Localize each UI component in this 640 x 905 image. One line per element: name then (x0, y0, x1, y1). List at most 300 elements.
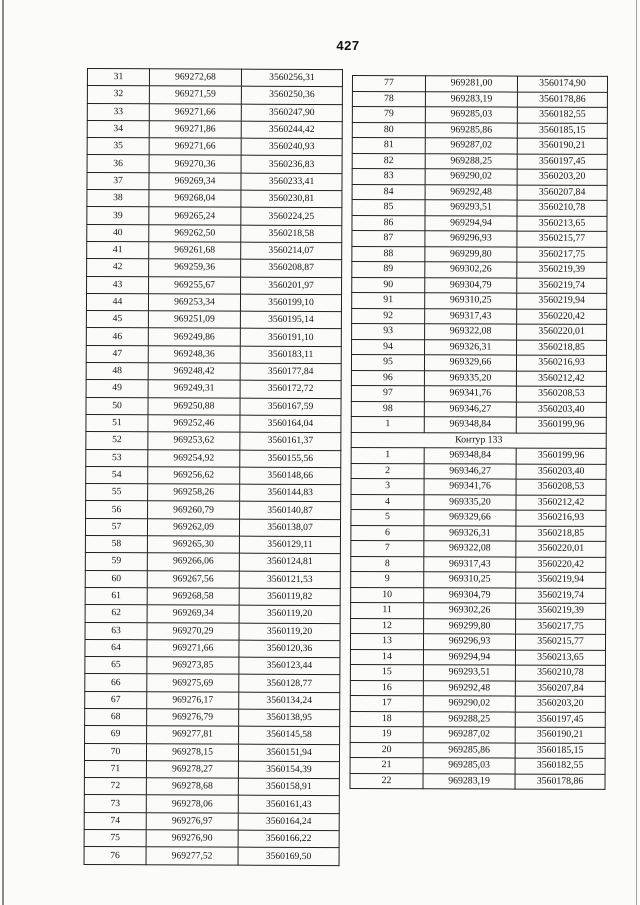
table-row (87, 120, 342, 138)
table-row (87, 276, 342, 294)
table-row (351, 494, 606, 510)
y-coordinate-cell: 3560154,39 (238, 761, 339, 779)
table-row (86, 328, 341, 346)
point-number-cell: 67 (85, 691, 147, 709)
y-coordinate-cell: 3560119,82 (239, 588, 340, 606)
table-row (85, 605, 340, 623)
point-number-cell: 31 (87, 69, 149, 87)
y-coordinate-cell: 3560166,22 (238, 830, 339, 848)
y-coordinate-cell: 3560230,81 (241, 190, 342, 208)
table-row (352, 324, 607, 340)
x-coordinate-cell: 969290,02 (425, 169, 517, 185)
point-number-cell: 45 (86, 311, 148, 329)
table-row (84, 847, 339, 865)
point-number-cell: 10 (351, 587, 424, 603)
point-number-cell: 66 (85, 674, 147, 692)
x-coordinate-cell: 969265,30 (147, 536, 239, 554)
table-row (351, 618, 606, 634)
y-coordinate-cell: 3560197,45 (517, 154, 607, 170)
x-coordinate-cell: 969329,66 (424, 510, 516, 526)
x-coordinate-cell: 969277,52 (146, 847, 238, 865)
point-number-cell: 32 (87, 86, 149, 104)
y-coordinate-cell: 3560220,42 (516, 557, 606, 573)
y-coordinate-cell: 3560161,37 (240, 432, 341, 450)
y-coordinate-cell: 3560138,07 (239, 519, 340, 537)
table-row (352, 91, 607, 107)
coordinates-table-left (84, 68, 343, 866)
table-row (86, 293, 341, 311)
y-coordinate-cell: 3560178,86 (515, 774, 605, 790)
x-coordinate-cell: 969267,56 (147, 570, 239, 588)
x-coordinate-cell: 969294,94 (423, 649, 515, 665)
y-coordinate-cell: 3560220,01 (516, 541, 606, 557)
point-number-cell: 2 (351, 463, 424, 479)
x-coordinate-cell: 969248,42 (148, 363, 240, 381)
table-row (351, 509, 606, 525)
x-coordinate-cell: 969283,19 (425, 91, 517, 107)
point-number-cell: 82 (352, 153, 425, 169)
y-coordinate-cell: 3560158,91 (238, 778, 339, 796)
y-coordinate-cell: 3560250,36 (241, 86, 342, 104)
x-coordinate-cell: 969293,51 (423, 665, 515, 681)
y-coordinate-cell: 3560164,04 (240, 415, 341, 433)
y-coordinate-cell: 3560191,10 (240, 329, 341, 347)
y-coordinate-cell: 3560207,84 (517, 185, 607, 201)
table-row (352, 107, 607, 123)
point-number-cell: 37 (87, 172, 149, 190)
x-coordinate-cell: 969277,81 (147, 726, 239, 744)
point-number-cell: 58 (85, 536, 147, 554)
y-coordinate-cell: 3560217,75 (517, 247, 607, 263)
point-number-cell: 76 (84, 847, 146, 865)
table-row (84, 743, 339, 761)
table-row (85, 518, 340, 536)
y-coordinate-cell: 3560134,24 (239, 692, 340, 710)
table-row (352, 153, 607, 169)
x-coordinate-cell: 969293,51 (425, 200, 517, 216)
table-row (86, 363, 341, 381)
coordinates-table-right-body (350, 76, 607, 790)
table-row (352, 277, 607, 293)
x-coordinate-cell: 969290,02 (423, 696, 515, 712)
scan-left-edge (2, 0, 4, 905)
table-row (85, 674, 340, 692)
point-number-cell: 57 (85, 518, 147, 536)
x-coordinate-cell: 969251,09 (148, 311, 240, 329)
y-coordinate-cell: 3560203,40 (516, 402, 606, 418)
table-row (85, 553, 340, 571)
x-coordinate-cell: 969329,66 (424, 355, 516, 371)
point-number-cell: 13 (350, 633, 423, 649)
point-number-cell: 81 (352, 138, 425, 154)
point-number-cell: 51 (86, 414, 148, 432)
point-number-cell: 80 (352, 122, 425, 138)
table-row (84, 778, 339, 796)
table-row (87, 190, 342, 208)
point-number-cell: 41 (87, 241, 149, 259)
point-number-cell: 34 (87, 120, 149, 138)
table-row (350, 664, 605, 680)
table-row (84, 830, 339, 848)
y-coordinate-cell: 3560215,77 (517, 231, 607, 247)
y-coordinate-cell: 3560219,94 (517, 293, 607, 309)
y-coordinate-cell: 3560219,39 (517, 262, 607, 278)
table-row (352, 76, 607, 92)
point-number-cell: 98 (351, 401, 424, 417)
table-row (87, 86, 342, 104)
y-coordinate-cell: 3560155,56 (240, 450, 341, 468)
table-row (351, 525, 606, 541)
table-row (352, 246, 607, 262)
table-row (86, 345, 341, 363)
point-number-cell: 11 (351, 602, 424, 618)
x-coordinate-cell: 969346,27 (424, 463, 516, 479)
table-row (351, 587, 606, 603)
point-number-cell: 36 (87, 155, 149, 173)
table-row (350, 711, 605, 727)
point-number-cell: 97 (351, 385, 424, 401)
table-row (352, 231, 607, 247)
x-coordinate-cell: 969335,20 (424, 370, 516, 386)
x-coordinate-cell: 969285,03 (423, 758, 515, 774)
x-coordinate-cell: 969341,76 (424, 386, 516, 402)
table-row (350, 649, 605, 665)
y-coordinate-cell: 3560161,43 (238, 796, 339, 814)
x-coordinate-cell: 969322,08 (424, 541, 516, 557)
x-coordinate-cell: 969276,17 (147, 691, 239, 709)
table-row (351, 540, 606, 556)
y-coordinate-cell: 3560174,90 (517, 76, 607, 92)
y-coordinate-cell: 3560215,77 (515, 634, 605, 650)
point-number-cell: 77 (352, 76, 425, 92)
table-row (87, 224, 342, 242)
y-coordinate-cell: 3560169,50 (238, 848, 339, 866)
y-coordinate-cell: 3560121,53 (239, 571, 340, 589)
table-row (351, 463, 606, 479)
x-coordinate-cell: 969341,76 (424, 479, 516, 495)
y-coordinate-cell: 3560219,74 (517, 278, 607, 294)
y-coordinate-cell: 3560219,39 (516, 603, 606, 619)
point-number-cell: 46 (86, 328, 148, 346)
x-coordinate-cell: 969260,79 (148, 501, 240, 519)
x-coordinate-cell: 969278,27 (146, 761, 238, 779)
table-row (85, 657, 340, 675)
table-row (351, 556, 606, 572)
table-row (352, 169, 607, 185)
x-coordinate-cell: 969273,85 (147, 657, 239, 675)
table-row (87, 172, 342, 190)
x-coordinate-cell: 969302,26 (425, 262, 517, 278)
x-coordinate-cell: 969285,86 (425, 122, 517, 138)
y-coordinate-cell: 3560195,14 (240, 311, 341, 329)
table-row (84, 795, 339, 813)
point-number-cell: 39 (87, 207, 149, 225)
y-coordinate-cell: 3560208,53 (516, 386, 606, 402)
x-coordinate-cell: 969348,84 (424, 448, 516, 464)
x-coordinate-cell: 969270,36 (149, 155, 241, 173)
x-coordinate-cell: 969271,66 (149, 103, 241, 121)
table-row (85, 536, 340, 554)
y-coordinate-cell: 3560177,84 (240, 363, 341, 381)
table-row (84, 812, 339, 830)
x-coordinate-cell: 969269,34 (149, 173, 241, 191)
x-coordinate-cell: 969249,31 (148, 380, 240, 398)
y-coordinate-cell: 3560190,21 (517, 138, 607, 154)
x-coordinate-cell: 969252,46 (148, 415, 240, 433)
table-row (352, 308, 607, 324)
y-coordinate-cell: 3560128,77 (239, 675, 340, 693)
x-coordinate-cell: 969255,67 (149, 276, 241, 294)
table-row (86, 380, 341, 398)
point-number-cell: 50 (86, 397, 148, 415)
y-coordinate-cell: 3560178,86 (517, 92, 607, 108)
table-row (85, 708, 340, 726)
x-coordinate-cell: 969261,68 (149, 242, 241, 260)
table-row (351, 401, 606, 417)
y-coordinate-cell: 3560216,93 (516, 510, 606, 526)
y-coordinate-cell: 3560138,95 (239, 709, 340, 727)
x-coordinate-cell: 969275,69 (147, 674, 239, 692)
point-number-cell: 74 (84, 812, 146, 830)
y-coordinate-cell: 3560224,25 (241, 208, 342, 226)
table-row (351, 478, 606, 494)
page-number: 427 (336, 38, 360, 53)
y-coordinate-cell: 3560240,93 (241, 138, 342, 156)
y-coordinate-cell: 3560256,31 (241, 69, 342, 87)
y-coordinate-cell: 3560216,93 (516, 355, 606, 371)
x-coordinate-cell: 969262,09 (147, 518, 239, 536)
point-number-cell: 8 (351, 556, 424, 572)
point-number-cell: 65 (85, 657, 147, 675)
x-coordinate-cell: 969296,93 (423, 634, 515, 650)
x-coordinate-cell: 969276,97 (146, 813, 238, 831)
y-coordinate-cell: 3560217,75 (516, 619, 606, 635)
point-number-cell: 59 (85, 553, 147, 571)
y-coordinate-cell: 3560218,85 (516, 526, 606, 542)
table-row (352, 215, 607, 231)
x-coordinate-cell: 969299,80 (424, 618, 516, 634)
y-coordinate-cell: 3560212,42 (516, 495, 606, 511)
table-row (351, 602, 606, 618)
y-coordinate-cell: 3560218,58 (241, 225, 342, 243)
x-coordinate-cell: 969281,00 (425, 76, 517, 92)
y-coordinate-cell: 3560203,40 (516, 464, 606, 480)
point-number-cell: 35 (87, 138, 149, 156)
y-coordinate-cell: 3560203,20 (515, 696, 605, 712)
y-coordinate-cell: 3560244,42 (241, 121, 342, 139)
x-coordinate-cell: 969268,58 (147, 588, 239, 606)
x-coordinate-cell: 969265,24 (149, 207, 241, 225)
x-coordinate-cell: 969294,94 (425, 215, 517, 231)
table-row (352, 262, 607, 278)
table-row (350, 742, 605, 758)
point-number-cell: 14 (350, 649, 423, 665)
table-row (350, 773, 605, 789)
x-coordinate-cell: 969310,25 (425, 293, 517, 309)
x-coordinate-cell: 969310,25 (424, 572, 516, 588)
x-coordinate-cell: 969253,62 (148, 432, 240, 450)
point-number-cell: 54 (86, 466, 148, 484)
point-number-cell: 83 (352, 169, 425, 185)
table-row (87, 207, 342, 225)
y-coordinate-cell: 3560185,15 (517, 123, 607, 139)
x-coordinate-cell: 969270,29 (147, 622, 239, 640)
table-row (351, 447, 606, 463)
x-coordinate-cell: 969292,48 (425, 184, 517, 200)
table-row (351, 370, 606, 386)
table-row (85, 622, 340, 640)
table-row (87, 259, 342, 277)
table-row (87, 241, 342, 259)
table-row (86, 449, 341, 467)
point-number-cell: 49 (86, 380, 148, 398)
table-row (86, 501, 341, 519)
y-coordinate-cell: 3560151,94 (238, 744, 339, 762)
y-coordinate-cell: 3560208,87 (241, 259, 342, 277)
x-coordinate-cell: 969248,36 (148, 346, 240, 364)
table-row (352, 293, 607, 309)
y-coordinate-cell: 3560148,66 (240, 467, 341, 485)
x-coordinate-cell: 969269,34 (147, 605, 239, 623)
table-row (85, 587, 340, 605)
x-coordinate-cell: 969271,59 (149, 86, 241, 104)
point-number-cell: 20 (350, 742, 423, 758)
point-number-cell: 85 (352, 200, 425, 216)
point-number-cell: 43 (87, 276, 149, 294)
x-coordinate-cell: 969322,08 (425, 324, 517, 340)
x-coordinate-cell: 969287,02 (425, 138, 517, 154)
x-coordinate-cell: 969254,92 (148, 449, 240, 467)
y-coordinate-cell: 3560124,81 (239, 553, 340, 571)
x-coordinate-cell: 969285,03 (425, 107, 517, 123)
table-row (86, 414, 341, 432)
y-coordinate-cell: 3560164,24 (238, 813, 339, 831)
y-coordinate-cell: 3560199,10 (240, 294, 341, 312)
y-coordinate-cell: 3560119,20 (239, 623, 340, 641)
x-coordinate-cell: 969266,06 (147, 553, 239, 571)
table-row (350, 726, 605, 742)
y-coordinate-cell: 3560199,96 (516, 417, 606, 433)
y-coordinate-cell: 3560203,20 (517, 169, 607, 185)
y-coordinate-cell: 3560208,53 (516, 479, 606, 495)
x-coordinate-cell: 969299,80 (425, 246, 517, 262)
point-number-cell: 55 (86, 484, 148, 502)
x-coordinate-cell: 969253,34 (148, 294, 240, 312)
point-number-cell: 44 (86, 293, 148, 311)
table-row (352, 200, 607, 216)
point-number-cell: 61 (85, 587, 147, 605)
point-number-cell: 7 (351, 540, 424, 556)
x-coordinate-cell: 969317,43 (424, 556, 516, 572)
point-number-cell: 96 (351, 370, 424, 386)
y-coordinate-cell: 3560185,15 (515, 743, 605, 759)
x-coordinate-cell: 969271,66 (147, 640, 239, 658)
x-coordinate-cell: 969276,79 (147, 709, 239, 727)
point-number-cell: 17 (350, 695, 423, 711)
y-coordinate-cell: 3560210,78 (515, 665, 605, 681)
point-number-cell: 93 (352, 324, 425, 340)
point-number-cell: 18 (350, 711, 423, 727)
point-number-cell: 75 (84, 830, 146, 848)
y-coordinate-cell: 3560172,72 (240, 381, 341, 399)
table-row (87, 103, 342, 121)
point-number-cell: 72 (84, 778, 146, 796)
point-number-cell: 3 (351, 478, 424, 494)
x-coordinate-cell: 969302,26 (424, 603, 516, 619)
x-coordinate-cell: 969249,86 (148, 328, 240, 346)
x-coordinate-cell: 969278,06 (146, 795, 238, 813)
y-coordinate-cell: 3560212,42 (516, 371, 606, 387)
point-number-cell: 70 (84, 743, 146, 761)
x-coordinate-cell: 969259,36 (149, 259, 241, 277)
x-coordinate-cell: 969288,25 (425, 153, 517, 169)
point-number-cell: 19 (350, 726, 423, 742)
y-coordinate-cell: 3560182,55 (517, 107, 607, 123)
x-coordinate-cell: 969285,86 (423, 742, 515, 758)
table-row (84, 760, 339, 778)
y-coordinate-cell: 3560218,85 (517, 340, 607, 356)
point-number-cell: 62 (85, 605, 147, 623)
table-row (351, 385, 606, 401)
point-number-cell: 12 (351, 618, 424, 634)
x-coordinate-cell: 969271,86 (149, 121, 241, 139)
point-number-cell: 64 (85, 639, 147, 657)
y-coordinate-cell: 3560210,78 (517, 200, 607, 216)
scan-right-edge (636, 0, 637, 905)
x-coordinate-cell: 969283,19 (423, 773, 515, 789)
point-number-cell: 22 (350, 773, 423, 789)
table-row (86, 311, 341, 329)
point-number-cell: 92 (352, 308, 425, 324)
table-row (85, 639, 340, 657)
y-coordinate-cell: 3560220,42 (517, 309, 607, 325)
y-coordinate-cell: 3560120,36 (239, 640, 340, 658)
y-coordinate-cell: 3560213,65 (517, 216, 607, 232)
point-number-cell: 86 (352, 215, 425, 231)
point-number-cell: 9 (351, 571, 424, 587)
table-row (86, 432, 341, 450)
x-coordinate-cell: 969278,15 (146, 743, 238, 761)
x-coordinate-cell: 969335,20 (424, 494, 516, 510)
table-row (85, 570, 340, 588)
table-row (350, 680, 605, 696)
y-coordinate-cell: 3560236,83 (241, 156, 342, 174)
x-coordinate-cell: 969268,04 (149, 190, 241, 208)
point-number-cell: 95 (351, 355, 424, 371)
coordinates-table-left-body (84, 69, 342, 866)
table-row (351, 355, 606, 371)
y-coordinate-cell: 3560207,84 (515, 681, 605, 697)
point-number-cell: 33 (87, 103, 149, 121)
point-number-cell: 6 (351, 525, 424, 541)
x-coordinate-cell: 969296,93 (425, 231, 517, 247)
point-number-cell: 53 (86, 449, 148, 467)
point-number-cell: 84 (352, 184, 425, 200)
point-number-cell: 90 (352, 277, 425, 293)
y-coordinate-cell: 3560140,87 (240, 502, 341, 520)
y-coordinate-cell: 3560197,45 (515, 712, 605, 728)
y-coordinate-cell: 3560144,83 (240, 484, 341, 502)
table-row (86, 466, 341, 484)
point-number-cell: 73 (84, 795, 146, 813)
table-row (352, 122, 607, 138)
x-coordinate-cell: 969304,79 (424, 587, 516, 603)
y-coordinate-cell: 3560119,20 (239, 605, 340, 623)
table-row (87, 138, 342, 156)
y-coordinate-cell: 3560220,01 (517, 324, 607, 340)
x-coordinate-cell: 969258,26 (148, 484, 240, 502)
x-coordinate-cell: 969272,68 (149, 69, 241, 87)
